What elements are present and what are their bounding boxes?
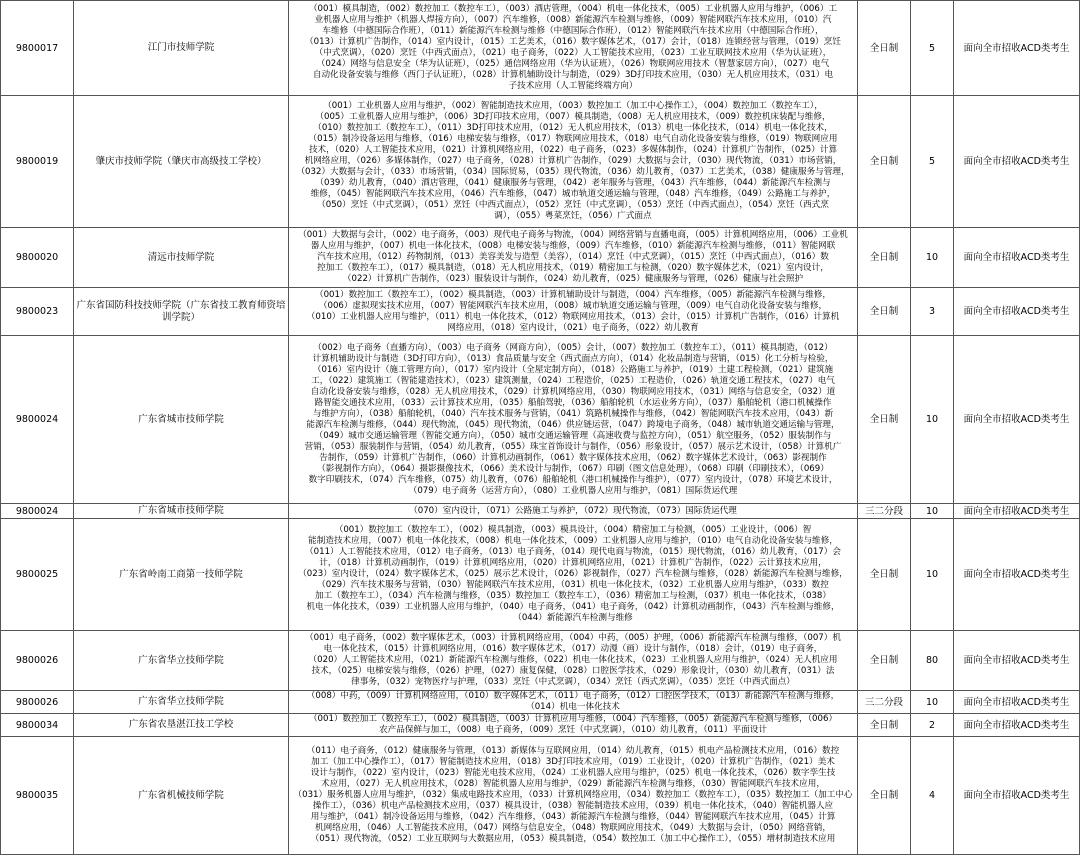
school-name-cell: 广东省农垦湛江技工学校 bbox=[74, 714, 289, 737]
majors-cell bbox=[289, 691, 858, 714]
majors-line: （024）网络与信息安全（华为认证班），（025）通信网络应用（华为认证班），（026）物联网应用技术（智慧家居方向），（027）电气 bbox=[316, 59, 830, 69]
target-group-cell: 面向全市招收ACD类考生 bbox=[954, 228, 1080, 288]
table-row bbox=[1, 336, 1080, 504]
majors-line: （014）机电一体化技术 bbox=[526, 702, 620, 712]
majors-line: 加工（数控车工），（034）汽车检测与维修，（035）数控加工（数控车工），（036）精密加工与检测，（037）机电一体化技术，（038） bbox=[315, 591, 831, 601]
majors-line: 汽车技术应用，（012）药物制剂，（013）美容美发与造型（美容），（014）烹饪（中式烹调），（015）烹饪（中西式面点），（016）数 bbox=[317, 252, 829, 262]
table-row bbox=[1, 691, 1080, 714]
majors-line: （020）人工智能技术应用，（021）新能源汽车检测与维修，（022）机电一体化技术，（023）工业机器人应用与维护，（024）无人机应用 bbox=[308, 655, 838, 665]
majors-line: （002）电子商务（直播方向），（003）电子商务（网商方向），（005）会计，（007）数控加工（数控车工），（011）模具制造，（012） bbox=[313, 342, 833, 353]
table-row bbox=[1, 737, 1080, 855]
majors-line: （010）数控加工（数控车工），（011）3D打印技术应用，（012）无人机应用技术，（013）机电一体化技术，（014）机电一体化技术， bbox=[313, 123, 833, 133]
majors-line: 机网络应用，（026）多媒体制作，（027）电子商务，（028）计算机广告制作，（029）大数据与会计，（030）现代物流，（031）市场营销， bbox=[304, 156, 842, 166]
school-code-cell: 9800023 bbox=[1, 288, 74, 336]
majors-line: （001）工业机器人应用与维护，（002）智能制造技术应用，（003）数控加工（加工中心操作工），（004）数控加工（数控车工）， bbox=[323, 101, 823, 111]
school-code-cell: 9800034 bbox=[1, 714, 74, 737]
majors-line: 能源汽车检测与维修，（044）现代物流，（045）现代物流，（046）供应链运营，（047）跨境电子商务，（048）城市轨道交通运输与管理， bbox=[306, 419, 840, 430]
majors-line: （022）计算机广告制作，（023）服装设计与制作，（024）幼儿教育，（025）健康服务与管理，（026）健康与社会照护 bbox=[342, 274, 804, 284]
majors-line: （001）模具制造，（002）数控加工（数控车工），（003）酒店管理，（004）机电一体化技术，（005）工业机器人应用与维护，（006）工 bbox=[308, 4, 838, 14]
school-name-cell: 广东省城市技师学院 bbox=[74, 336, 289, 504]
majors-cell bbox=[289, 288, 858, 336]
study-form-cell: 全日制 bbox=[858, 288, 911, 336]
majors-line: （016）室内设计（施工管理方向），（017）室内设计（全屋定制方向），（018）公路施工与养护，（019）土建工程检测，（021）建筑施 bbox=[312, 364, 834, 375]
target-group-cell: 面向全市招收ACD类考生 bbox=[954, 691, 1080, 714]
table-body bbox=[1, 1, 1080, 855]
majors-line: 加工（加工中心操作工），（017）智能制造技术应用，（018）3D打印技术应用，（019）工业设计，（020）计算机广告制作，（021）美术 bbox=[311, 757, 835, 767]
target-group-cell: 面向全市招收ACD类考生 bbox=[954, 96, 1080, 228]
majors-cell bbox=[289, 519, 858, 631]
majors-line: 子技术应用（人工智能终端方向） bbox=[508, 81, 638, 91]
majors-line: 用与维护，（041）制冷设备运用与维修，（042）汽车维修，（043）新能源汽车检测与维修，（044）智能网联汽车技术应用，（045）计算 bbox=[310, 812, 836, 822]
school-name-cell: 广东省华立技师学院 bbox=[74, 691, 289, 714]
majors-line: 设计与制作，（022）室内设计，（023）智能光电技术应用，（024）工业机器人应用与维护，（025）机电一体化技术，（026）数字孪生技 bbox=[310, 768, 836, 778]
majors-line: （044）新能源汽车检测与维修 bbox=[513, 613, 633, 623]
majors-line: 维修，（045）智能网联汽车技术应用，（046）汽车维修，（047）城市轨道交通运输与管理，（048）汽车维修，（049）公路施工与养护， bbox=[310, 189, 836, 199]
majors-line: 计，（018）计算机动画制作，（019）计算机网络应用，（020）计算机网络应用，（021）计算机广告制作，（022）云计算技术应用， bbox=[319, 558, 827, 568]
majors-line: （032）大数据与会计，（033）市场营销，（034）国际贸易，（035）现代物流，（036）幼儿教育，（037）工艺美术，（038）健康服务与管理， bbox=[296, 167, 850, 177]
majors-line: 路智能交通技术应用，（033）云计算技术应用，（035）船舶驾驶，（036）船舶轮机（水运业务方向），（037）船舶轮机（港口机械操作 bbox=[314, 397, 832, 408]
majors-line: （031）服务机器人应用与维护，（032）集成电路技术应用，（033）计算机网络应用，（034）数控加工（数控车工），（035）数控加工（加工中心 bbox=[293, 790, 853, 800]
majors-line: 营销，（053）服装制作与营销，（054）幼儿教育，（055）珠宝首饰设计与制作，（056）形象设计，（057）展示艺术设计，（058）计算机广 bbox=[304, 441, 842, 452]
school-code-cell: 9800019 bbox=[1, 96, 74, 228]
majors-line: （023）室内设计，（024）数字媒体艺术，（025）展示艺术设计，（026）影视制作，（027）汽车检测与维修，（028）新能源汽车检测与维修， bbox=[298, 569, 848, 579]
school-code-cell: 9800026 bbox=[1, 631, 74, 691]
majors-line: 网络应用，（018）室内设计，（021）电子商务，（022）幼儿教育 bbox=[447, 322, 699, 333]
majors-line: 自动化设备安装与维修，（028）无人机应用技术，（029）计算机网络应用，（030）物联网应用技术，（031）网络与信息安全，（032）道 bbox=[310, 386, 836, 397]
table-row bbox=[1, 519, 1080, 631]
plan-count-cell: 10 bbox=[911, 228, 954, 288]
study-form-cell: 全日制 bbox=[858, 631, 911, 691]
majors-line: （039）幼儿教育，（040）酒店管理，（041）健康服务与管理，（042）老年服务与管理，（043）汽车维修，（044）新能源汽车检测与 bbox=[315, 178, 831, 188]
majors-cell bbox=[289, 504, 858, 519]
school-code-cell: 9800017 bbox=[1, 1, 74, 96]
plan-count-cell: 4 bbox=[911, 737, 954, 855]
majors-line: 调），（055）粤菜烹饪，（056）广式面点 bbox=[494, 211, 652, 221]
majors-line: 能制造技术应用，（007）机电一体化技术，（008）机电一体化技术，（009）工业机器人应用与维护，（010）电气自动化设备安装与维修， bbox=[308, 536, 838, 546]
plan-count-cell: 80 bbox=[911, 631, 954, 691]
majors-line: （013）计算机广告制作，（014）室内设计，（015）工艺美术，（016）数字媒体艺术，（017）会计，（018）连锁经营与管理，（019）烹饪 bbox=[305, 37, 841, 47]
majors-line: 电一体化技术，（015）计算机网络应用，（016）数字媒体艺术，（017）动漫（画）设计与制作，（018）会计，（019）电子商务， bbox=[323, 644, 823, 654]
study-form-cell: 三二分段 bbox=[858, 504, 911, 519]
plan-count-cell: 5 bbox=[911, 1, 954, 96]
majors-line: （015）制冷设备运用与维修，（016）电梯安装与维修，（017）物联网应用技术，（018）电气自动化设备安装与维修，（019）物联网应用 bbox=[308, 134, 838, 144]
majors-cell bbox=[289, 631, 858, 691]
school-name-cell: 肇庆市技师学院（肇庆市高级技工学校） bbox=[74, 96, 289, 228]
majors-line: （029）汽车技术服务与营销，（030）智能网联汽车技术应用，（031）机电一体化技术，（032）工业机器人应用与维护，（033）数控 bbox=[317, 580, 829, 590]
majors-line: （001）电子商务，（002）数字媒体艺术，（003）计算机网络应用，（004）中药，（005）护理，（006）新能源汽车检测与维修，（007）机 bbox=[305, 633, 841, 643]
school-name-cell: 广东省城市技师学院 bbox=[74, 504, 289, 519]
majors-line: 器人应用与维护，（007）机电一体化技术，（008）电梯安装与维修，（009）汽车维修，（010）新能源汽车检测与维修，（011）智能网联 bbox=[310, 241, 836, 251]
school-name-cell: 广东省华立技师学院 bbox=[74, 631, 289, 691]
school-code-cell: 9800025 bbox=[1, 519, 74, 631]
study-form-cell: 全日制 bbox=[858, 1, 911, 96]
majors-line: （001）大数据与会计，（002）电子商务，（003）现代电子商务与物流，（004）网络营销与直播电商，（005）计算机网络应用，（006）工业机 bbox=[298, 230, 848, 240]
majors-line: （011）电子商务，（012）健康服务与管理，（013）新媒体与互联网应用，（014）幼儿教育，（015）机电产品检测技术应用，（016）数控 bbox=[306, 746, 840, 756]
target-group-cell: 面向全市招收ACD类考生 bbox=[954, 714, 1080, 737]
school-name-cell: 清远市技师学院 bbox=[74, 228, 289, 288]
plan-count-cell: 2 bbox=[911, 714, 954, 737]
majors-line: （070）室内设计，（071）公路施工与养护，（072）现代物流，（073）国际货运代理 bbox=[409, 505, 737, 516]
majors-line: 控加工（数控车工），（017）模具制造，（018）无人机应用技术，（019）精密加工与检测，（020）数字媒体艺术，（021）室内设计， bbox=[317, 263, 829, 273]
target-group-cell: 面向全市招收ACD类考生 bbox=[954, 631, 1080, 691]
majors-line: （001）数控加工（数控车工），（002）模具制造，（003）计算机辅助设计与制造，（004）汽车维修，（005）新能源汽车检测与维修， bbox=[315, 289, 831, 300]
target-group-cell: 面向全市招收ACD类考生 bbox=[954, 504, 1080, 519]
majors-line: 数字印刷技术，（074）汽车维修，（075）幼儿教育，（076）船舶轮机（港口机械操作与维护），（077）室内设计，（078）环境艺术设计， bbox=[308, 474, 838, 485]
majors-line: 机电一体化技术，（039）工业机器人应用与维护，（040）电子商务，（041）电子商务，（042）计算机动画制作，（043）汽车检测与维修， bbox=[306, 602, 840, 612]
majors-line: 术应用，（027）无人机应用技术，（028）智能机器人应用与维护，（029）新能源汽车检测与维修，（030）智能网联汽车技术应用， bbox=[321, 779, 825, 789]
majors-line: 律事务，（032）宠物医疗与护理，（033）烹饪（中式烹调），（034）烹饪（西式烹调），（035）烹饪（中西式面点） bbox=[351, 677, 795, 687]
study-form-cell: 全日制 bbox=[858, 336, 911, 504]
majors-cell bbox=[289, 96, 858, 228]
majors-line: （005）工业机器人应用与维护，（006）3D打印技术应用，（007）模具制造，（008）无人机应用技术，（009）数控机床装配与维修， bbox=[315, 112, 831, 122]
majors-line: 计算机辅助设计与制造（3D打印方向），（013）食品质量与安全（西式面点方向），（014）化妆品制造与营销，（015）化工分析与检验， bbox=[312, 353, 834, 364]
table-row bbox=[1, 1, 1080, 96]
table-row bbox=[1, 504, 1080, 519]
study-form-cell: 全日制 bbox=[858, 714, 911, 737]
school-code-cell: 9800020 bbox=[1, 228, 74, 288]
majors-line: 技术，（020）人工智能技术应用，（021）计算机网络应用，（022）电子商务，（023）多媒体制作，（024）计算机广告制作，（025）计算 bbox=[308, 145, 838, 155]
plan-count-cell: 10 bbox=[911, 519, 954, 631]
study-form-cell: 全日制 bbox=[858, 96, 911, 228]
majors-line: 自动化设备安装与维修（西门子认证班），（028）计算机辅助设计与制造，（029）3D打印技术应用，（030）无人机应用技术，（031）电 bbox=[312, 70, 834, 80]
school-code-cell: 9800024 bbox=[1, 504, 74, 519]
table-row bbox=[1, 714, 1080, 737]
majors-cell bbox=[289, 228, 858, 288]
majors-line: （001）数控加工（数控车工），（002）模具制造，（003）模具设计，（004）精密加工与检测，（005）工业设计，（006）智 bbox=[334, 525, 812, 535]
school-name-cell: 江门市技师学院 bbox=[74, 1, 289, 96]
target-group-cell: 面向全市招收ACD类考生 bbox=[954, 1, 1080, 96]
majors-line: 告制作，（059）计算机广告制作，（060）计算机动画制作，（061）数字媒体技术应用，（062）数字媒体艺术设计，（063）影视制作 bbox=[319, 452, 827, 463]
school-code-cell: 9800024 bbox=[1, 336, 74, 504]
majors-line: （影视制作方向），（064）摄影摄像技术，（066）美术设计与制作，（067）印刷（图文信息处理），（068）印刷（印刷技术），（069） bbox=[317, 463, 829, 474]
table-row bbox=[1, 228, 1080, 288]
majors-cell bbox=[289, 336, 858, 504]
majors-line: 与维护方向），（038）船舶轮机，（040）汽车技术服务与营销，（041）筑路机械操作与维修，（042）智能网联汽车技术应用，（043）新 bbox=[312, 408, 834, 419]
school-name-cell: 广东省岭南工商第一技师学院 bbox=[74, 519, 289, 631]
majors-line: 农产品保鲜与加工，（008）电子商务，（009）烹饪（中式烹调），（010）幼儿教育，（011）平面设计 bbox=[379, 725, 767, 735]
majors-line: （050）烹饪（中式烹调），（051）烹饪（中西式面点），（052）烹饪（中式烹调），（053）烹饪（中西式面点），（054）烹饪（西式烹 bbox=[317, 200, 829, 210]
plan-count-cell: 5 bbox=[911, 96, 954, 228]
plan-count-cell: 10 bbox=[911, 504, 954, 519]
school-name-cell: 广东省机械技师学院 bbox=[74, 737, 289, 855]
target-group-cell: 面向全市招收ACD类考生 bbox=[954, 336, 1080, 504]
study-form-cell: 全日制 bbox=[858, 519, 911, 631]
table-row bbox=[1, 631, 1080, 691]
majors-line: （011）人工智能技术应用，（012）电子商务，（013）电子商务，（014）现代电商与物流，（015）现代物流，（016）幼儿教育，（017）会 bbox=[305, 547, 841, 557]
majors-line: （051）现代物流，（052）工业互联网与大数据应用，（053）模具制造，（054）数控加工（加工中心操作工），（055）增材制造技术应用 bbox=[310, 834, 836, 844]
study-form-cell: 三二分段 bbox=[858, 691, 911, 714]
school-code-cell: 9800026 bbox=[1, 691, 74, 714]
majors-cell bbox=[289, 1, 858, 96]
majors-cell bbox=[289, 714, 858, 737]
majors-line: （049）城市交通运输管理（智能交通方向），（050）城市交通运输管理（高速收费与监控方向），（051）航空服务，（052）服装制作与 bbox=[314, 430, 832, 441]
majors-cell bbox=[289, 737, 858, 855]
majors-line: （001）数控加工（数控车工），（002）模具制造，（003）计算机应用与维修，（004）汽车维修，（005）新能源汽车检测与维修，（006） bbox=[308, 714, 838, 724]
majors-line: 操作工），（036）机电产品检测技术应用，（037）模具设计，（038）智能制造技术应用，（039）机电一体化技术，（040）智能机器人应 bbox=[312, 801, 834, 811]
majors-line: 业机器人应用与维护（机器人焊接方向），（007）汽车维修，（008）新能源汽车检测与维修，（009）智能网联汽车技术应用，（010）汽 bbox=[314, 15, 832, 25]
target-group-cell: 面向全市招收ACD类考生 bbox=[954, 519, 1080, 631]
study-form-cell: 全日制 bbox=[858, 228, 911, 288]
school-code-cell: 9800035 bbox=[1, 737, 74, 855]
majors-line: （008）中药，（009）计算机网络应用，（010）数字媒体艺术，（011）电子商务，（012）口腔医学技术，（013）新能源汽车检测与维修， bbox=[306, 691, 840, 701]
majors-line: 技术，（025）电梯安装与维修，（026）护理，（027）康复保健，（028）口腔医学技术，（029）形象设计，（030）幼儿教育，（031）法 bbox=[311, 666, 835, 676]
plan-count-cell: 3 bbox=[911, 288, 954, 336]
plan-count-cell: 10 bbox=[911, 691, 954, 714]
majors-line: （010）工业机器人应用与维护，（011）机电一体化技术，（012）物联网应用技术，（013）会计，（015）计算机广告制作，（016）计算机 bbox=[306, 311, 840, 322]
table-row bbox=[1, 96, 1080, 228]
majors-line: （中式烹调），（020）烹饪（中西式面点），（021）电子商务，（022）人工智能技术应用，（023）工业互联网技术应用（华为认证班）， bbox=[314, 48, 832, 58]
majors-line: 工，（022）建筑施工（智能建造技术），（023）建筑测量，（024）工程造价，（025）工程造价，（026）轨道交通工程技术，（027）电气 bbox=[311, 375, 835, 386]
majors-line: 车维修（中德国际合作班），（011）新能源汽车检测与维修（中德国际合作班），（012）智能网联汽车技术应用（中德国际合作班）， bbox=[322, 26, 824, 36]
school-name-cell: 广东省国防科技技师学院（广东省技工教育师资培训学院） bbox=[74, 288, 289, 336]
target-group-cell: 面向全市招收ACD类考生 bbox=[954, 288, 1080, 336]
majors-line: （006）虚拟现实技术应用，（007）智能网联汽车技术应用，（008）城市轨道交通运输与管理，（009）电气自动化设备安装与维修， bbox=[318, 300, 828, 311]
majors-line: （079）电子商务（运营方向），（080）工业机器人应用与维护，（081）国际货运代理 bbox=[408, 485, 738, 496]
study-form-cell: 全日制 bbox=[858, 737, 911, 855]
table-row bbox=[1, 288, 1080, 336]
target-group-cell: 面向全市招收ACD类考生 bbox=[954, 737, 1080, 855]
majors-line: 机网络应用，（046）人工智能技术应用，（047）网络与信息安全，（048）物联网应用技术，（049）大数据与会计，（050）网络营销， bbox=[315, 823, 831, 833]
plan-count-cell: 10 bbox=[911, 336, 954, 504]
